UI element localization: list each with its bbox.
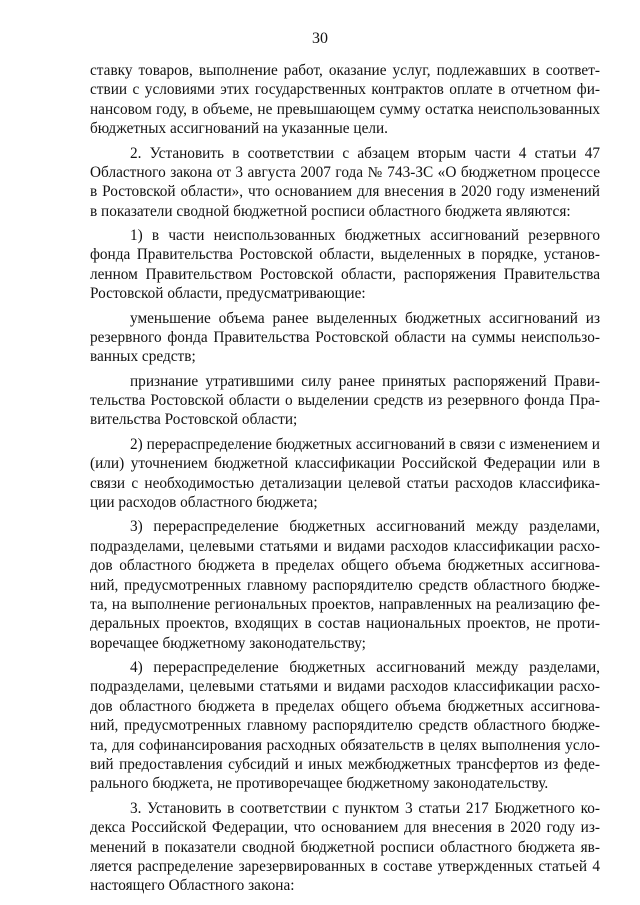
paragraph-continuation: ставку товаров, выполнение работ, оказание услуг, подлежавших в соответствии с условиями этих государственных контрактов оплате в отчетном финансовом году, в объеме, не превышающем сумму остатка неиспользованных бюджетных ассигнований на указанные цели. — [90, 62, 600, 138]
paragraph-reduction: уменьшение объема ранее выделенных бюджетных ассигнований из резервного фонда Правительства Ростовской области на суммы неиспользованных средств; — [90, 309, 600, 366]
document-body — [90, 61, 600, 901]
paragraph-recognition: признание утратившими силу ранее принятых распоряжений Правительства Ростовской области о выделении средств из резервного фонда Правительства Ростовской области; — [90, 372, 600, 429]
paragraph-item-2: 2. Установить в соответствии с абзацем вторым части 4 статьи 47 Областного закона от 3 августа 2007 года № 743-ЗС «О бюджетном процессе в Ростовской области», что основанием для внесения в 2020 году изменений в показатели сводной бюджетной росписи областного бюджета являются: — [90, 144, 600, 220]
page-number: 30 — [312, 30, 328, 47]
paragraph-subitem-1: 1) в части неиспользованных бюджетных ассигнований резервного фонда Правительства Ростовской области, выделенных в порядке, установленном Правительством Ростовской области, распоряжения Правительства Ростовской области, предусматривающие: — [90, 227, 600, 303]
paragraph-item-3: 3. Установить в соответствии с пунктом 3 статьи 217 Бюджетного кодекса Российской Федерации, что основанием для внесения в 2020 году изменений в показатели сводной бюджетной росписи областного бюджета является распределение зарезервированных в составе утвержденных статьей 4 настоящего Областного закона: — [90, 799, 600, 895]
paragraph-subitem-3: 3) перераспределение бюджетных ассигнований между разделами, подразделами, целевыми статьями и видами расходов классификации расходов областного бюджета в пределах общего объема бюджетных ассигнований, предусмотренных главному распорядителю средств областного бюджета, на выполнение региональных проектов, направленных на реализацию федеральных проектов, входящих в состав национальных проектов, не противоречащее бюджетному законодательству; — [90, 518, 600, 652]
paragraph-subitem-2: 2) перераспределение бюджетных ассигнований в связи с изменением и (или) уточнением бюджетной классификации Российской Федерации или в связи с необходимостью детализации целевой статьи расходов классификации расходов областного бюджета; — [90, 435, 600, 511]
paragraph-subitem-4: 4) перераспределение бюджетных ассигнований между разделами, подразделами, целевыми статьями и видами расходов классификации расходов областного бюджета в пределах общего объема бюджетных ассигнований, предусмотренных главному распорядителю средств областного бюджета, для софинансирования расходных обязательств в целях выполнения условий предоставления субсидий и иных межбюджетных трансфертов из федерального бюджета, не противоречащее бюджетному законодательству. — [90, 659, 600, 793]
